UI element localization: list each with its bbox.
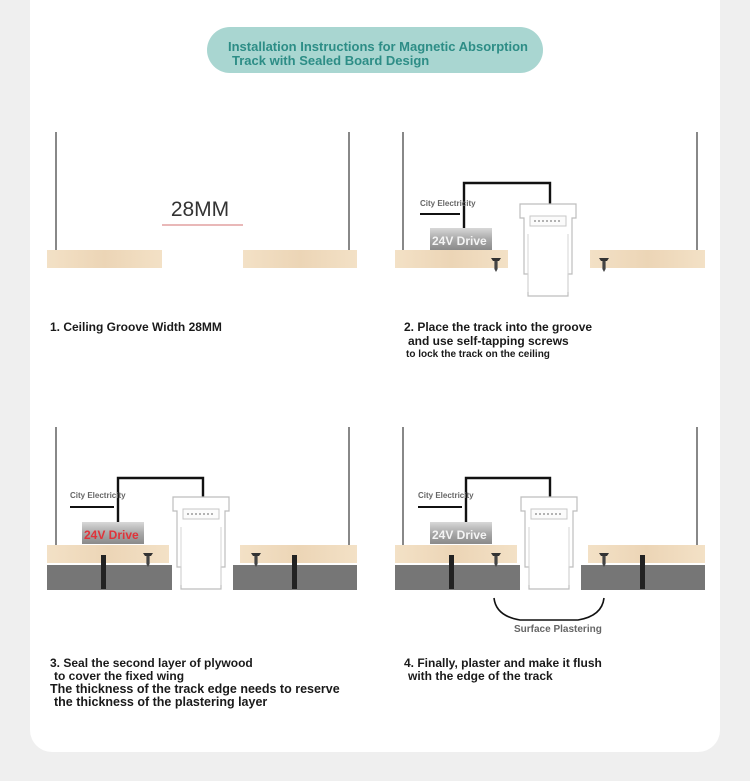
drywall-screw-left bbox=[101, 555, 106, 589]
drive-label: 24V Drive bbox=[432, 528, 487, 542]
drive-label: 24V Drive bbox=[432, 234, 487, 248]
step-2-caption-line-1: 2. Place the track into the groove bbox=[404, 320, 593, 334]
step-4-caption bbox=[404, 657, 602, 683]
step-3-diagram bbox=[47, 427, 357, 590]
step-3-caption-line-2: to cover the fixed wing bbox=[54, 669, 185, 683]
step-3-caption-line-3: The thickness of the track edge needs to reserve bbox=[50, 682, 340, 696]
step-3-caption-line-4: the thickness of the plastering layer bbox=[54, 695, 268, 709]
step-4-caption-line-1: 4. Finally, plaster and make it flush bbox=[404, 656, 602, 670]
step-3-caption bbox=[50, 657, 340, 709]
title-line-1: Installation Instructions for Magnetic Absorption bbox=[228, 39, 528, 54]
title-line-2: Track with Sealed Board Design bbox=[232, 53, 430, 68]
drywall-screw-right bbox=[292, 555, 297, 589]
plaster-callout-bracket bbox=[494, 598, 604, 620]
plywood-left bbox=[395, 250, 508, 268]
step-2-diagram bbox=[395, 132, 705, 296]
step-1-diagram bbox=[47, 132, 357, 268]
surface-plastering-label: Surface Plastering bbox=[514, 624, 602, 635]
city-electricity-label: City Electricity bbox=[418, 491, 474, 500]
step-4-caption-line-2: with the edge of the track bbox=[408, 669, 553, 683]
plywood-left bbox=[47, 250, 162, 268]
plywood-right bbox=[243, 250, 357, 268]
step-2-caption-line-3: to lock the track on the ceiling bbox=[406, 349, 550, 360]
groove-width-label: 28MM bbox=[170, 198, 230, 221]
dimension-line bbox=[162, 224, 243, 226]
step-1-caption-line: 1. Ceiling Groove Width 28MM bbox=[50, 320, 222, 334]
city-electricity-label: City Electricity bbox=[420, 199, 476, 208]
magnetic-track bbox=[521, 497, 577, 589]
step-1-caption bbox=[50, 320, 222, 334]
magnetic-track bbox=[520, 204, 576, 296]
drywall-screw-left bbox=[449, 555, 454, 589]
drywall-screw-right bbox=[640, 555, 645, 589]
city-electricity-label: City Electricity bbox=[70, 491, 126, 500]
second-board-left bbox=[395, 565, 520, 590]
step-4-diagram bbox=[395, 427, 705, 635]
step-2-caption bbox=[404, 320, 592, 362]
step-2-caption-line-2: and use self-tapping screws bbox=[408, 334, 569, 348]
second-board-left bbox=[47, 565, 172, 590]
drive-label: 24V Drive bbox=[84, 528, 139, 542]
step-3-caption-line-1: 3. Seal the second layer of plywood bbox=[50, 656, 253, 670]
magnetic-track bbox=[173, 497, 229, 589]
